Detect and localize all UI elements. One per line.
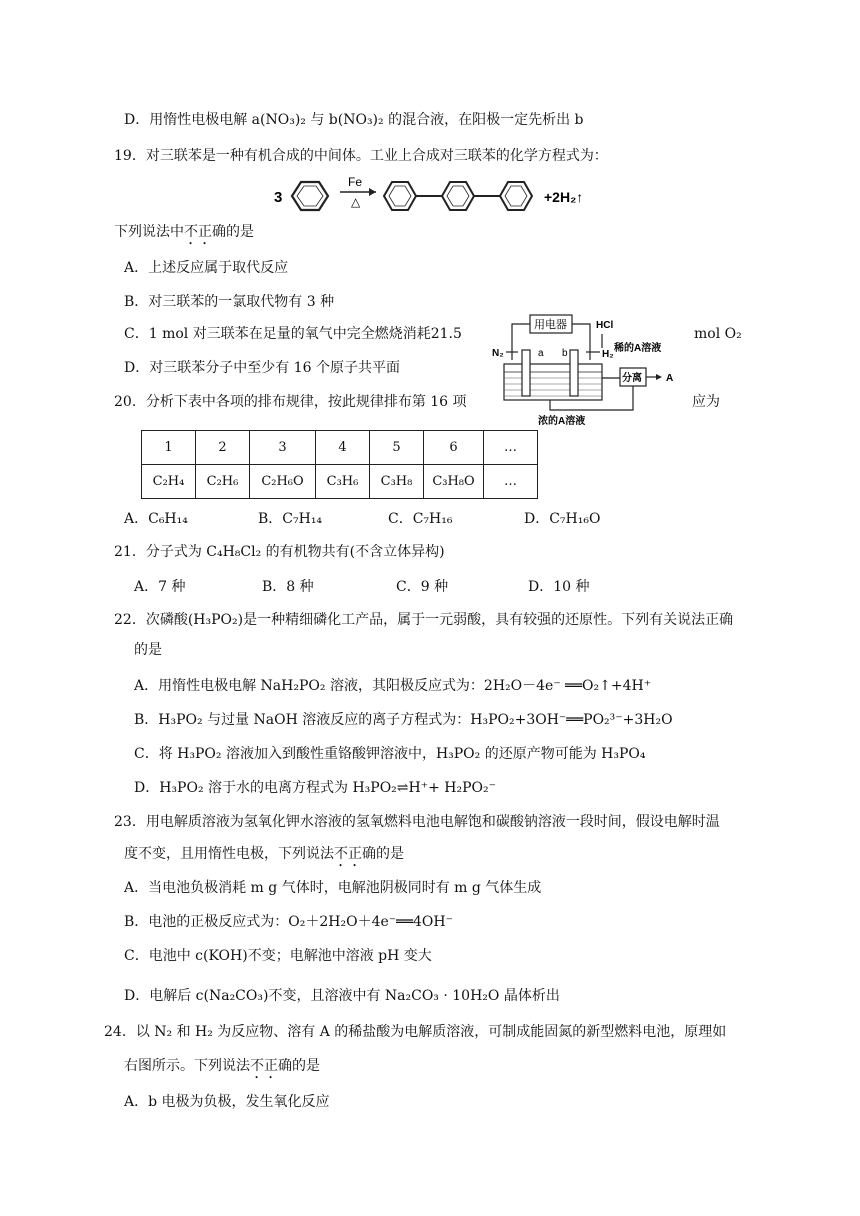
- catalyst-label: Fe: [348, 175, 363, 189]
- q23-option-c: C．电池中 c(KOH)不变；电解池中溶液 pH 变大: [124, 948, 432, 964]
- q19-option-b: B．对三联苯的一氯取代物有 3 种: [124, 294, 335, 310]
- q18-option-d: D．用惰性电极电解 a(NO₃)₂ 与 b(NO₃)₂ 的混合液，在阳极一定先析出 b: [124, 112, 584, 128]
- benzene-ring: [292, 182, 328, 210]
- q21-option-b: B．8 种: [262, 579, 314, 595]
- hcl-label: HCl: [596, 320, 614, 331]
- q23-stem: 23．用电解质溶液为氢氧化钾水溶液的氢氧燃料电池电解饱和碳酸钠溶液一段时间，假设电解时温: [114, 814, 720, 830]
- concentrated-solution-label: 浓的A溶液: [538, 416, 586, 427]
- q23-option-d: D．电解后 c(Na₂CO₃)不变，且溶液中有 Na₂CO₃ · 10H₂O 晶体析出: [124, 988, 560, 1004]
- q20-option-d: D．C₇H₁₆O: [524, 511, 601, 527]
- q23-option-b: B．电池的正极反应式为：O₂＋2H₂O＋4e⁻══4OH⁻: [124, 914, 454, 930]
- fuel-cell-diagram: [490, 312, 690, 430]
- q22-option-b: B．H₃PO₂ 与过量 NaOH 溶液反应的离子方程式为：H₃PO₂+3OH⁻══PO₂³⁻+3H₂O: [134, 712, 673, 728]
- q23-stem-cont: 度不变，且用惰性电极，下列说法不正确的是: [124, 846, 404, 862]
- q19-stem: 19．对三联苯是一种有机合成的中间体。工业上合成对三联苯的化学方程式为：: [114, 148, 608, 164]
- table-cell: 2: [196, 431, 250, 465]
- q19-option-d: D．对三联苯分子中至少有 16 个原子共平面: [124, 360, 400, 376]
- q19-option-c: C．1 mol 对三联苯在足量的氧气中完全燃烧消耗21.5: [124, 326, 462, 342]
- table-cell: …: [484, 465, 538, 499]
- q20-option-a: A．C₆H₁₄: [124, 511, 188, 527]
- electrode-a-label: a: [538, 348, 544, 359]
- q19-option-c-tail: mol O₂: [694, 326, 742, 342]
- table-cell: …: [484, 431, 538, 465]
- q20-stem: 20．分析下表中各项的排布规律，按此规律排布第 16 项: [114, 394, 467, 410]
- table-cell: C₃H₈: [370, 465, 424, 499]
- table-cell: 6: [424, 431, 484, 465]
- q19-ask: 下列说法中不正确的是: [114, 224, 254, 240]
- table-cell: C₃H₈O: [424, 465, 484, 499]
- electrode-b-label: b: [562, 348, 568, 359]
- q20-option-b: B．C₇H₁₄: [258, 511, 323, 527]
- equation-coefficient: 3: [274, 189, 283, 206]
- q24-stem: 24．以 N₂ 和 H₂ 为反应物、溶有 A 的稀盐酸为电解质溶液，可制成能固氮的新型燃料电池，原理如: [104, 1024, 727, 1040]
- q22-option-d: D．H₃PO₂ 溶于水的电离方程式为 H₃PO₂⇌H⁺+ H₂PO₂⁻: [134, 780, 497, 796]
- q21-stem: 21．分子式为 C₄H₈Cl₂ 的有机物共有(不含立体异构): [114, 544, 445, 560]
- hydrogen-product: +2H₂↑: [544, 189, 584, 205]
- q22-stem-cont: 的是: [134, 642, 162, 658]
- table-cell: 3: [250, 431, 316, 465]
- q21-option-a: A．7 种: [134, 579, 186, 595]
- n2-label: N₂: [492, 348, 504, 359]
- q20-stem-tail: 应为: [692, 394, 720, 410]
- q19-option-a: A．上述反应属于取代反应: [124, 260, 289, 276]
- dilute-solution-label: 稀的A溶液: [614, 343, 662, 354]
- product-a-label: A: [666, 373, 674, 384]
- table-cell: C₂H₄: [142, 465, 196, 499]
- q22-option-c: C．将 H₃PO₂ 溶液加入到酸性重铬酸钾溶液中，H₃PO₂ 的还原产物可能为 H₃PO₄: [134, 746, 646, 762]
- table-row-formula: [142, 465, 538, 499]
- q24-option-a: A．b 电极为负极，发生氧化反应: [124, 1094, 330, 1110]
- separator-label: 分离: [622, 373, 642, 384]
- q22-option-a: A．用惰性电极电解 NaH₂PO₂ 溶液，其阳极反应式为：2H₂O－4e⁻ ══O₂↑+4H⁺: [134, 678, 652, 694]
- table-cell: C₃H₆: [316, 465, 370, 499]
- sequence-table: [141, 430, 538, 499]
- table-cell: 1: [142, 431, 196, 465]
- table-row-index: [142, 431, 538, 465]
- device-label: 用电器: [534, 319, 567, 331]
- q20-option-c: C．C₇H₁₆: [388, 511, 453, 527]
- table-cell: C₂H₆: [196, 465, 250, 499]
- heat-condition: △: [351, 195, 361, 209]
- terphenyl-molecule: [384, 182, 532, 210]
- q21-option-d: D．10 种: [528, 579, 590, 595]
- table-cell: 4: [316, 431, 370, 465]
- table-cell: 5: [370, 431, 424, 465]
- electrolysis-tank: [504, 364, 602, 400]
- q24-stem-cont: 右图所示。下列说法不正确的是: [124, 1058, 320, 1074]
- h2-label: H₂: [602, 349, 614, 360]
- q21-option-c: C．9 种: [396, 579, 449, 595]
- q22-stem: 22．次磷酸(H₃PO₂)是一种精细磷化工产品，属于一元弱酸，具有较强的还原性。下列有关说法正确: [114, 612, 734, 628]
- table-cell: C₂H₆O: [250, 465, 316, 499]
- terphenyl-equation: [270, 170, 620, 222]
- q23-option-a: A．当电池负极消耗 m g 气体时，电解池阴极同时有 m g 气体生成: [124, 880, 542, 896]
